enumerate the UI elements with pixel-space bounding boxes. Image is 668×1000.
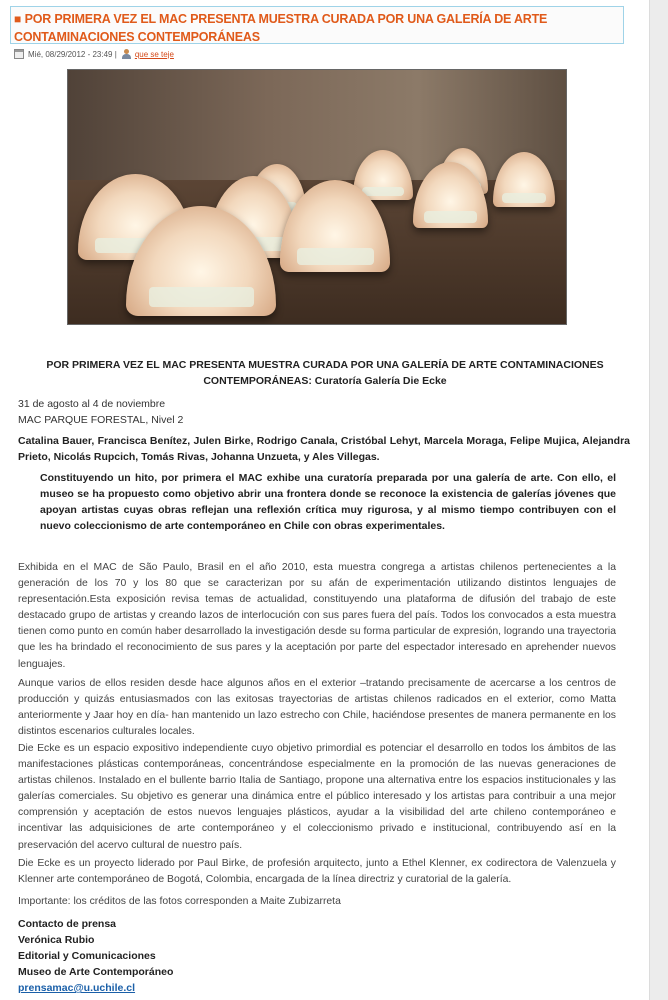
body-paragraph-4: Die Ecke es un proyecto liderado por Paul Birke, de profesión arquitecto, junto a Ethel Klenner, ex codirectora de Valenzuela y Klenner arte contemporáneo de Bogotá, Colombia, encargada de la línea directriz y curatorial de la galería. [18, 858, 616, 886]
contact-email-link[interactable]: prensamac@u.uchile.cl [18, 982, 136, 994]
photo-wall [68, 70, 567, 190]
article-title[interactable]: POR PRIMERA VEZ EL MAC PRESENTA MUESTRA CURADA POR UNA GALERÍA DE ARTE CONTAMINACIONES CONTEMPORÁNEAS [14, 12, 548, 44]
article-photo [67, 69, 567, 325]
side-gutter [650, 0, 668, 1000]
calendar-icon [14, 49, 24, 59]
body-paragraph-3: Die Ecke es un espacio expositivo independiente cuyo objetivo primordial es potenciar el desarrollo en todos los ámbitos de las manifestaciones plásticas contemporáneas, concentrándose especialmente en la promoción de las nuevas generaciones de artistas chilenos. Instalado en el bullente barrio Italia de Santiago, propone una alternativa entre los espacios institucionales y las galerías comerciales. Su objetivo es generar una dinámica entre el público interesado y los artistas para contribuir a una mejor comprensión y aceptación de estos nuevos lenguajes plásticos, ayudar a la visibilidad del arte chileno contemporáneo e incentivar las adquisiciones de arte contemporáneo y el coleccionismo privado e institucional, contribuyendo así en la preservación del acervo cultural de nuestro país. [18, 743, 616, 851]
contact-heading: Contacto de prensa [18, 918, 117, 930]
title-bullet-icon: ■ [14, 12, 25, 26]
contact-name: Verónica Rubio [18, 934, 95, 946]
post-date: Mié, 08/29/2012 - 23:49 | [28, 49, 117, 59]
article-meta [14, 47, 174, 61]
exhibition-dates: 31 de agosto al 4 de noviembre [18, 398, 166, 410]
lead-paragraph: Constituyendo un hito, por primera el MAC exhibe una curatoría preparada por una galería de arte. Con ello, el museo se ha propuesto como objetivo abrir una frontera donde se reconoce la existencia de galerías jóvenes que apoyan artistas cuyas obras reflejan una reflexión crítica muy rigurosa, y al mismo tiempo contribuyen con el nuevo coleccionismo de arte contemporáneo en Chile con obras experimentales. [40, 472, 616, 532]
artist-list: Catalina Bauer, Francisca Benítez, Julen Birke, Rodrigo Canala, Cristóbal Lehyt, Marcela Moraga, Felipe Mujica, Alejandra Prieto, Nicolás Rupcich, Tomás Rivas, Johanna Unzueta, y Ales Villegas. [18, 435, 630, 463]
body-paragraph-1: Exhibida en el MAC de São Paulo, Brasil en el año 2010, esta muestra congrega a artistas chilenos pertenecientes a la generación de los 70 y los 80 que se caracterizan por su afán de experimentación utilizando distintos lenguajes de representación.Esta exposición revisa temas de actualidad, constituyendo una plataforma de difusión del trabajo de este destacado grupo de artistas y creando lazos de interlocución con sus pares fuera del país. Todos los convocados a esta muestra tienen como punto en común haber desarrollado la investigación desde su forma particular de expresión, logrando una trayectoria que les ha brindado el reconocimiento de sus pares y la aceptación por parte del espectador interesado en aprehender nuevos lenguajes. [18, 562, 616, 670]
contact-organization: Museo de Arte Contemporáneo [18, 966, 174, 978]
contact-department: Editorial y Comunicaciones [18, 950, 156, 962]
article-title-box [10, 6, 624, 44]
body-paragraph-2: Aunque varios de ellos residen desde hace algunos años en el exterior –tratando precisamente de acercarse a los centros de producción y quizás entusiasmados con las exitosas trayectorias de artistas chilenos radicados en el exterior, como Matta anteriormente y Jaar hoy en día- han mantenido un lazo estrecho con Chile, haciéndose presentes de manera permanente en los distintos escenarios culturales locales. [18, 678, 616, 738]
photo-credits: Importante: los créditos de las fotos corresponden a Maite Zubizarreta [18, 896, 341, 907]
press-contact [18, 916, 173, 996]
exhibition-venue: MAC PARQUE FORESTAL, Nivel 2 [18, 414, 184, 426]
author-link[interactable]: que se teje [134, 49, 174, 59]
content-headline: POR PRIMERA VEZ EL MAC PRESENTA MUESTRA CURADA POR UNA GALERÍA DE ARTE CONTAMINACIONES CONTEMPORÁNEAS: Curatoría Galería Die Ecke [46, 359, 604, 387]
user-icon [121, 49, 131, 59]
